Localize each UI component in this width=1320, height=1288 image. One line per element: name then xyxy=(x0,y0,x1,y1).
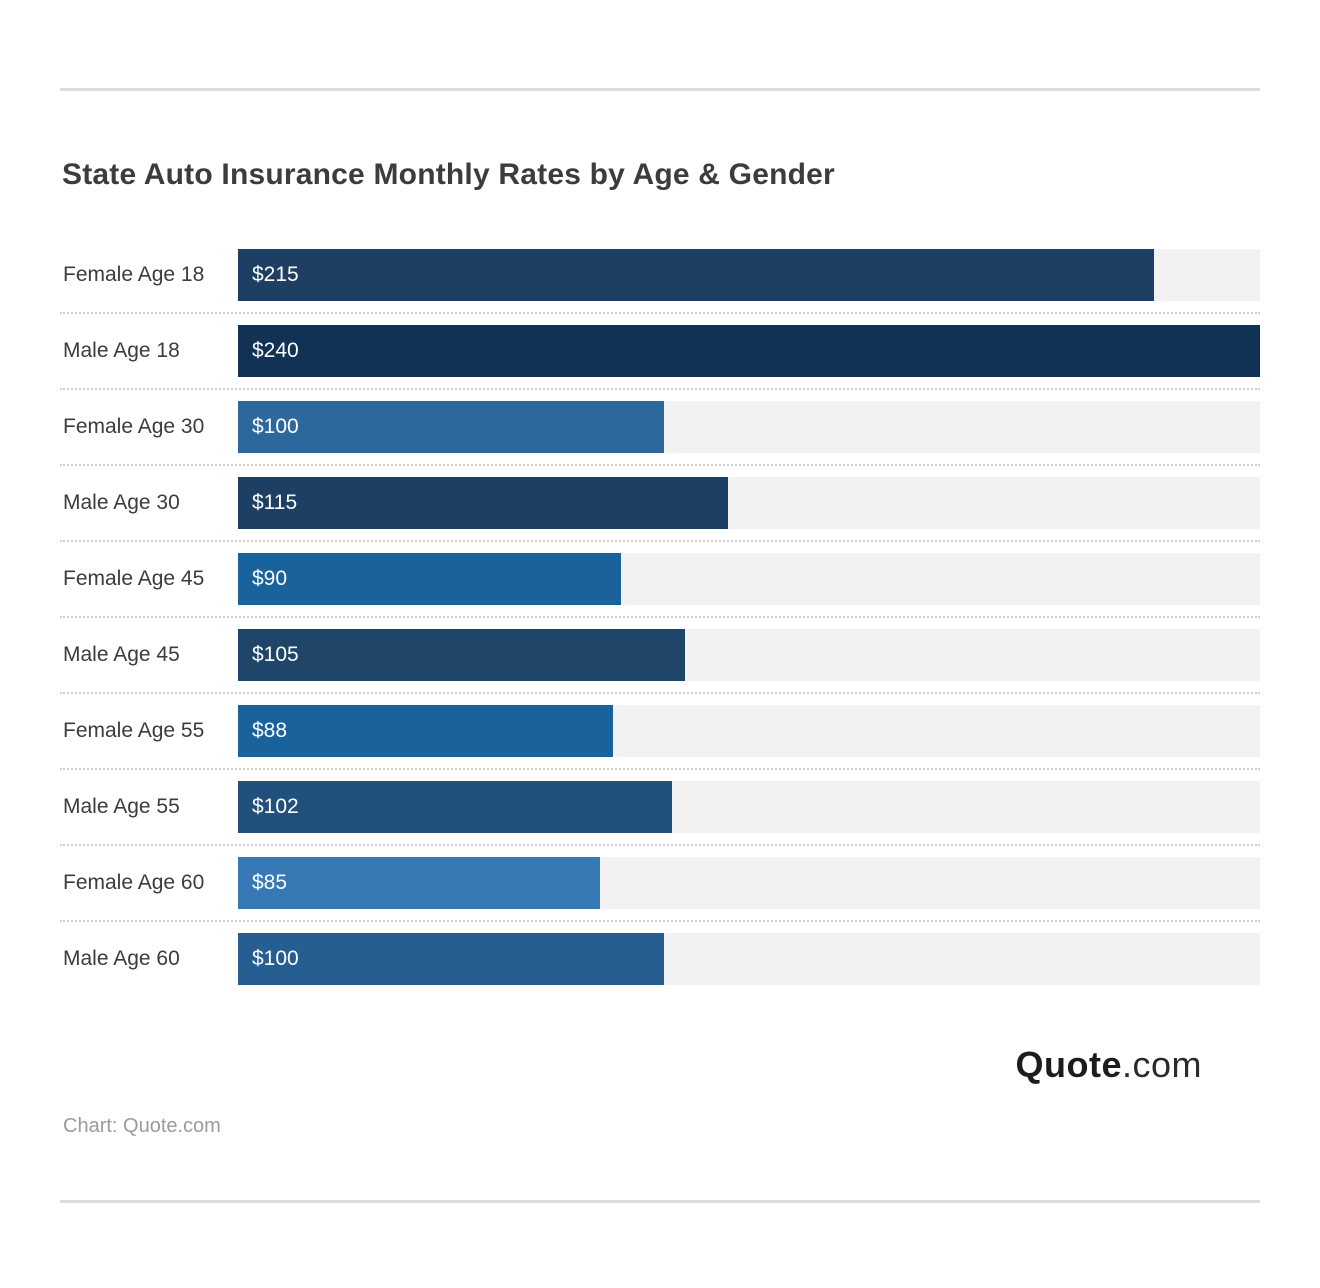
bar xyxy=(238,933,664,985)
chart-row xyxy=(60,553,1260,605)
category-label: Female Age 30 xyxy=(63,415,205,438)
bar xyxy=(238,781,672,833)
bar-value-label: $215 xyxy=(252,263,299,286)
bar-track xyxy=(238,857,1260,909)
category-label: Male Age 30 xyxy=(63,491,180,514)
chart-row xyxy=(60,325,1260,377)
category-label: Male Age 60 xyxy=(63,947,180,970)
bar-value-label: $100 xyxy=(252,415,299,438)
bar-value-label: $100 xyxy=(252,947,299,970)
bar xyxy=(238,249,1154,301)
chart-row xyxy=(60,401,1260,453)
logo-container xyxy=(60,1043,1260,1087)
bar-track xyxy=(238,933,1260,985)
bar xyxy=(238,553,621,605)
bar-track xyxy=(238,401,1260,453)
bar xyxy=(238,401,664,453)
bar xyxy=(238,629,685,681)
bar-value-label: $240 xyxy=(252,339,299,362)
bar-track xyxy=(238,249,1260,301)
chart-credit: Chart: Quote.com xyxy=(63,1115,221,1137)
quote-com-logo xyxy=(1015,1044,1202,1085)
bar-value-label: $88 xyxy=(252,719,288,742)
bar-track xyxy=(238,325,1260,377)
bar-value-label: $105 xyxy=(252,643,299,666)
chart-row xyxy=(60,705,1260,757)
category-label: Female Age 18 xyxy=(63,263,205,286)
chart-row xyxy=(60,249,1260,301)
bar xyxy=(238,325,1260,377)
bottom-divider xyxy=(60,1200,1260,1203)
bar-track xyxy=(238,705,1260,757)
bar xyxy=(238,477,728,529)
chart-row xyxy=(60,781,1260,833)
bar-track xyxy=(238,629,1260,681)
chart-row xyxy=(60,857,1260,909)
logo-bold-text: Quote xyxy=(1015,1044,1122,1085)
bar-chart xyxy=(60,249,1260,985)
logo-light-text: .com xyxy=(1121,1044,1202,1085)
category-label: Male Age 55 xyxy=(63,795,180,818)
category-label: Female Age 55 xyxy=(63,719,205,742)
chart-row xyxy=(60,477,1260,529)
bar xyxy=(238,857,600,909)
chart-title: State Auto Insurance Monthly Rates by Age & Gender xyxy=(62,158,835,191)
bar-track xyxy=(238,477,1260,529)
category-label: Female Age 45 xyxy=(63,567,205,590)
chart-rows xyxy=(60,249,1260,985)
top-divider xyxy=(60,88,1260,91)
bar-track xyxy=(238,553,1260,605)
bar-value-label: $102 xyxy=(252,795,299,818)
bar-value-label: $90 xyxy=(252,567,288,590)
category-label: Male Age 18 xyxy=(63,339,180,362)
bar-value-label: $85 xyxy=(252,871,288,894)
bar-track xyxy=(238,781,1260,833)
bar-value-label: $115 xyxy=(252,491,298,514)
bar xyxy=(238,705,613,757)
chart-row xyxy=(60,629,1260,681)
category-label: Male Age 45 xyxy=(63,643,180,666)
category-label: Female Age 60 xyxy=(63,871,205,894)
chart-row xyxy=(60,933,1260,985)
